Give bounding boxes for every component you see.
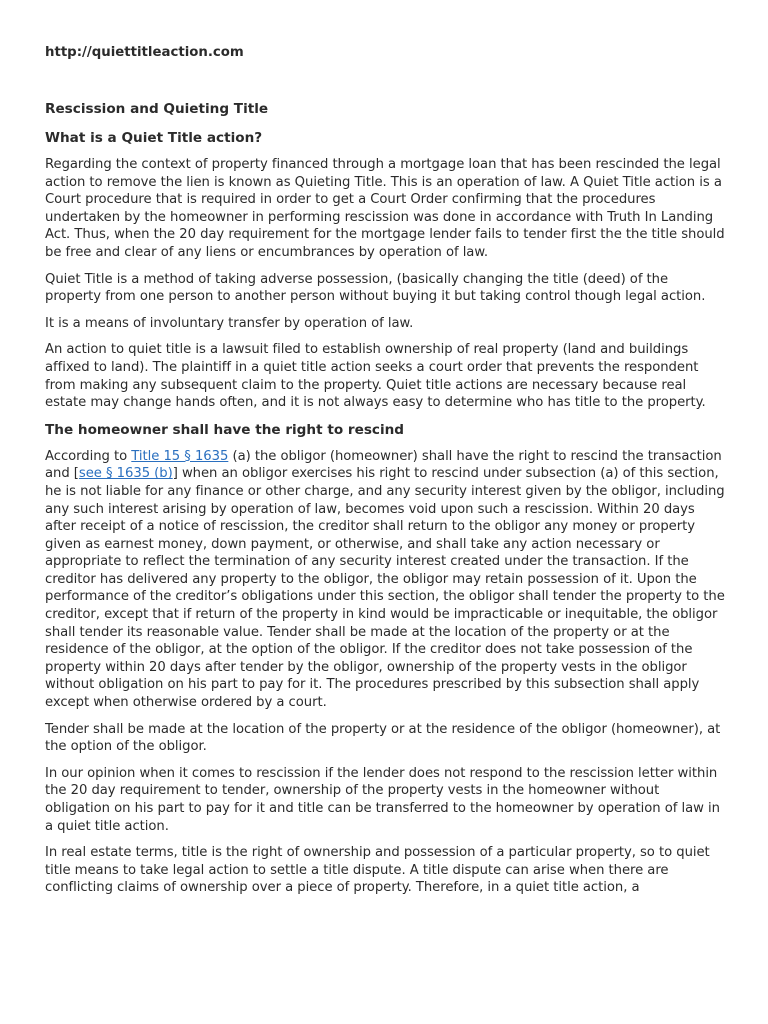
paragraph-6: Tender shall be made at the location of the property or at the residence of the obligor (homeowner), at the option of the obligor. [45,721,721,755]
section-heading: The homeowner shall have the right to rescind [45,421,405,438]
question-heading: What is a Quiet Title action? [45,130,263,146]
source-url: http://quiettitleaction.com [45,45,244,60]
paragraph-7: In our opinion when it comes to rescission if the lender does not respond to the rescission letter within the 20 day requirement to tender, ownership of the property vests in the homeowner without obligation on his part to pay for it and title can be transferred to the homeowner by operation of law in a quiet title action. [45,765,720,834]
paragraph-5-text-a: According to [45,448,132,464]
paragraph-3: It is a means of involuntary transfer by operation of law. [45,315,414,331]
section-1635b-link[interactable]: see § 1635 (b) [78,466,173,482]
paragraph-5-text-c: ] when an obligor exercises his right to rescind under subsection (a) of this section, he is not liable for any finance or other charge, and any security interest given by the obligor, including any such interest arising by operation of law, becomes void upon such a rescission. Within 20 days after receipt of a notice of rescission, the creditor shall return to the obligor any money or property given as earnest money, down payment, or otherwise, and shall take any action necessary or appropriate to reflect the termination of any security interest created under the transaction. If the creditor has delivered any property to the obligor, the obligor may retain possession of it. Upon the performance of the creditor’s obligations under this section, the obligor shall tender the property to the creditor, except that if return of the property in kind would be impracticable or inequitable, the obligor shall tender its reasonable value. Tender shall be made at the location of the property or at the residence of the obligor, at the option of the obligor. If the creditor does not take possession of the property within 20 days after tender by the obligor, ownership of the property vests in the obligor without obligation on his part to pay for it. The procedures prescribed by this subsection shall apply except when otherwise ordered by a court. [45,466,725,711]
paragraph-8: In real estate terms, title is the right of ownership and possession of a particular property, so to quiet title means to take legal action to settle a title dispute. A title dispute can arise when there are conflicting claims of ownership over a piece of property. Therefore, in a quiet title action, a [45,845,710,896]
document-page [45,44,725,897]
document-title: Rescission and Quieting Title [45,101,269,117]
paragraph-5-text-b: (a) the obligor (homeowner) shall have the right to rescind the transaction and [ [45,448,722,482]
paragraph-4: An action to quiet title is a lawsuit filed to establish ownership of real property (land and buildings affixed to land). The plaintiff in a quiet title action seeks a court order that prevents the respondent from making any subsequent claim to the property. Quiet title actions are necessary because real estate may change hands often, and it is not always easy to determine who has title to the property. [45,342,706,411]
paragraph-1: Regarding the context of property financed through a mortgage loan that has been rescinded the legal action to remove the lien is known as Quieting Title. This is an operation of law. A Quiet Title action is a Court procedure that is required in order to get a Court Order confirming that the procedures undertaken by the homeowner in performing rescission was done in accordance with Truth In Landing Act. Thus, when the 20 day requirement for the mortgage lender fails to tender first the the title should be free and clear of any liens or encumbrances by operation of law. [45,157,725,260]
paragraph-5 [45,448,725,712]
title-15-link[interactable]: Title 15 § 1635 [131,448,229,464]
paragraph-2: Quiet Title is a method of taking adverse possession, (basically changing the title (deed) of the property from one person to another person without buying it but taking control though legal action. [45,271,706,305]
